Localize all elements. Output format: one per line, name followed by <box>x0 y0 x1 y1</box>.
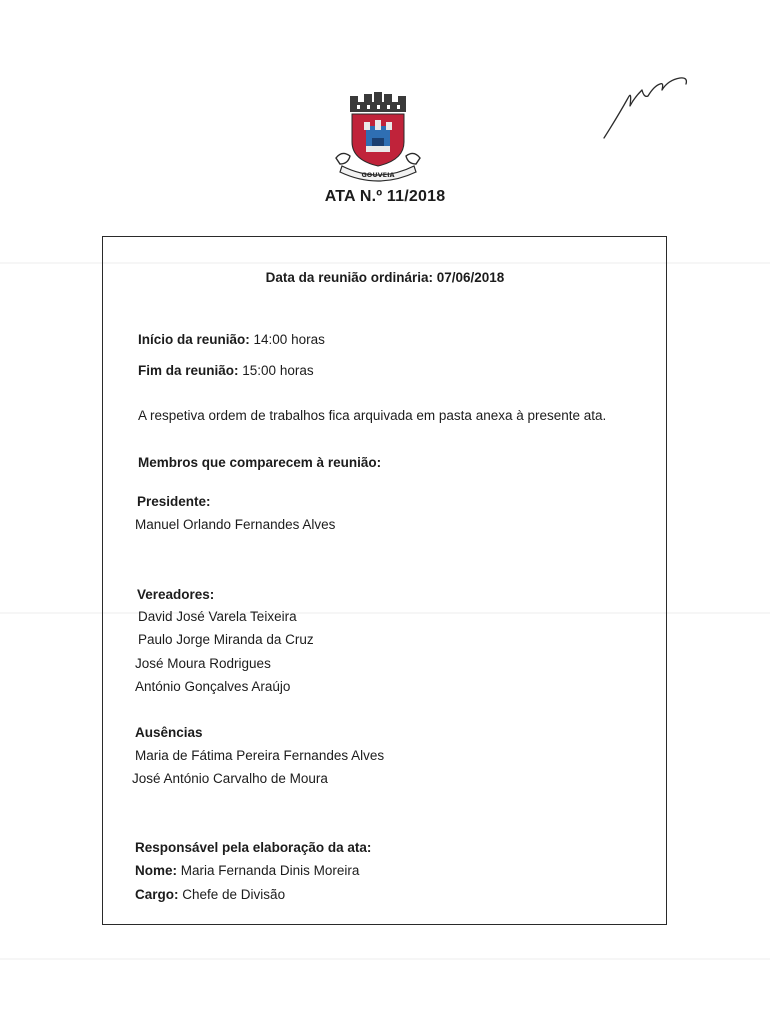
handwritten-signature <box>598 68 694 140</box>
absence-item: Maria de Fátima Pereira Fernandes Alves <box>135 748 385 763</box>
councillors-label: Vereadores: <box>137 587 215 602</box>
responsible-name-value: Maria Fernanda Dinis Moreira <box>180 863 360 878</box>
crest-banner-text: GOUVEIA <box>361 171 395 179</box>
meeting-end-value: 15:00 horas <box>242 363 314 378</box>
meeting-start-value: 14:00 horas <box>253 332 325 347</box>
responsible-heading: Responsável pela elaboração da ata: <box>135 840 372 855</box>
meeting-date-value: 07/06/2018 <box>436 270 505 285</box>
responsible-name-label: Nome: <box>135 863 178 878</box>
municipal-crest-logo <box>328 92 428 184</box>
document-title: ATA N.º 11/2018 <box>324 188 446 205</box>
councillor-item: António Gonçalves Araújo <box>135 679 291 694</box>
scan-artifact <box>0 958 770 960</box>
president-name: Manuel Orlando Fernandes Alves <box>135 517 336 532</box>
responsible-role-line <box>135 887 285 902</box>
president-label: Presidente: <box>137 494 211 509</box>
responsible-role-label: Cargo: <box>135 887 179 902</box>
meeting-date-label: Data da reunião ordinária: <box>265 270 433 285</box>
members-heading: Membros que comparecem à reunião: <box>138 455 382 470</box>
meeting-end-label: Fim da reunião: <box>138 363 239 378</box>
responsible-name-line <box>135 863 359 878</box>
councillor-item: José Moura Rodrigues <box>135 656 271 671</box>
absence-item: José António Carvalho de Moura <box>132 771 328 786</box>
responsible-role-value: Chefe de Divisão <box>182 887 286 902</box>
absences-label: Ausências <box>135 725 203 740</box>
meeting-start-line <box>138 332 325 347</box>
meeting-end-line <box>138 363 314 378</box>
councillor-item: David José Varela Teixeira <box>138 609 297 624</box>
meeting-start-label: Início da reunião: <box>138 332 250 347</box>
agenda-note: A respetiva ordem de trabalhos fica arquivada em pasta anexa à presente ata. <box>138 408 607 423</box>
meeting-date-line <box>0 270 770 285</box>
councillor-item: Paulo Jorge Miranda da Cruz <box>138 632 314 647</box>
